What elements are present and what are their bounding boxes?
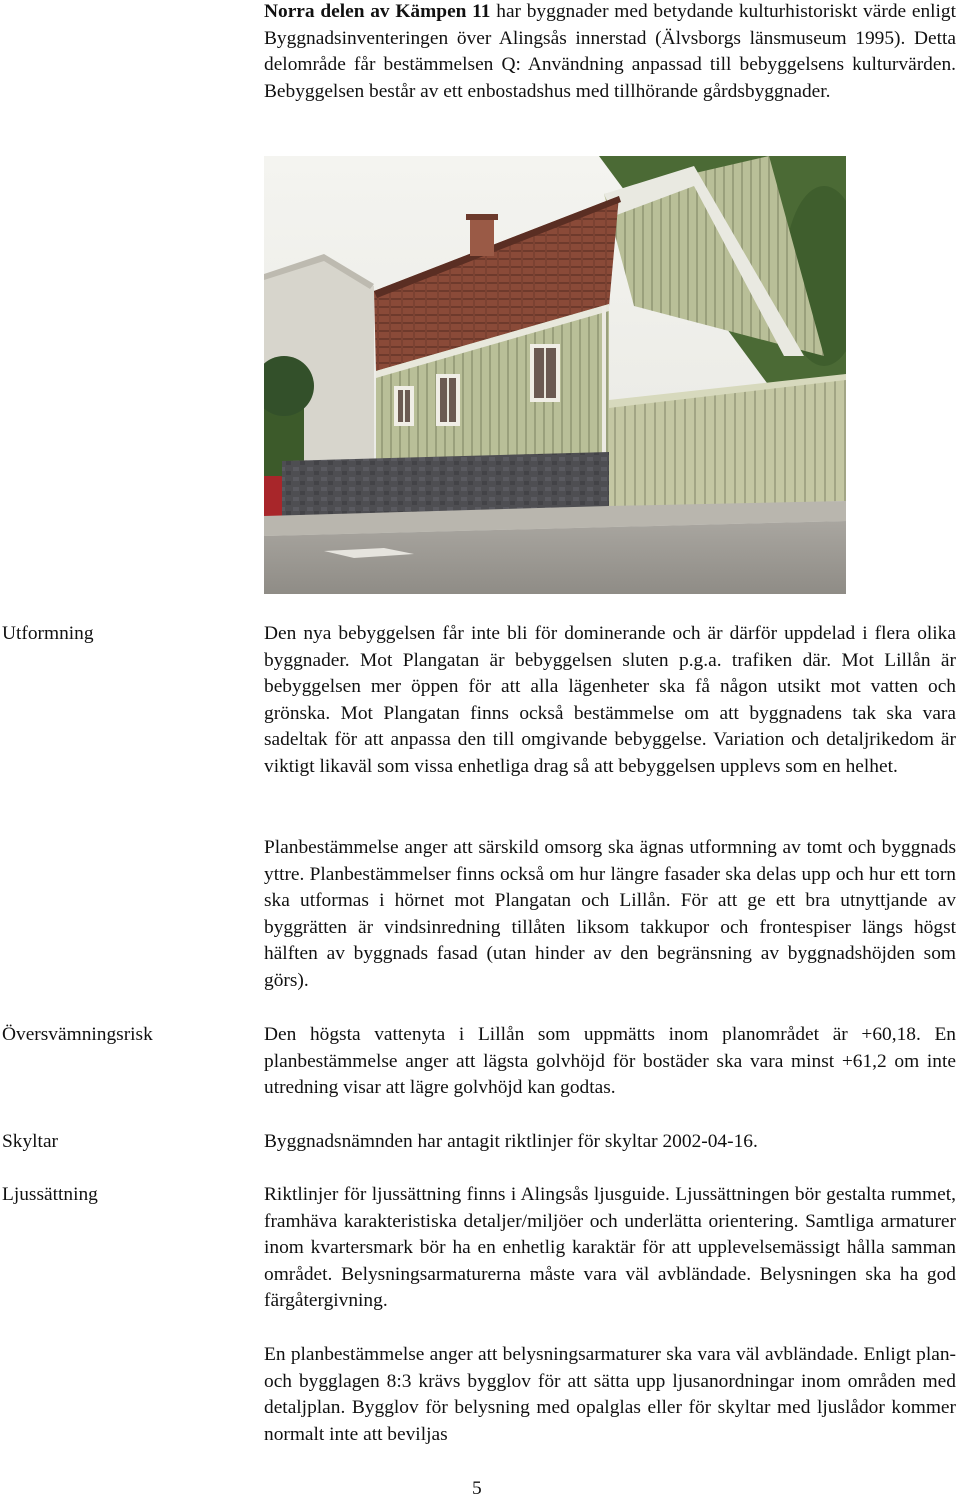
page-number: 5 [472,1478,482,1499]
oversvamningsrisk-paragraph: Den högsta vattenyta i Lillån som uppmätts inom planområdet är +60,18. En planbestämmelse anger att lägsta golvhöjd för bostäder ska vara minst +61,2 om inte utredning visar att lägre golvhöjd kan godtas. [264,1024,956,1099]
intro-bold-lead: Norra delen av Kämpen 11 [264,1,491,22]
label-utformning: Utformning [2,623,94,644]
label-oversvamningsrisk: Översvämningsrisk [2,1024,153,1045]
utformning-paragraph-1: Den nya bebyggelsen får inte bli för dominerande och är därför uppdelad i flera olika byggnader. Mot Plangatan är bebyggelsen sluten p.g.a. trafiken där. Mot Lillån är bebyggelsen mer öppen för att alla lägenheter ska få någon utsikt mot vatten och grönska. Mot Plangatan finns också bestämmelse om att byggnadens tak ska vara sadeltak för att anpassa den till omgivande bebyggelse. Variation och detaljrikedom är viktigt likaväl som vissa enhetliga drag så att bebyggelsen upplevs som en helhet. [264,623,956,777]
label-skyltar: Skyltar [2,1131,59,1152]
intro-paragraph [264,0,956,105]
ljussattning-paragraph-1: Riktlinjer för ljussättning finns i Alingsås ljusguide. Ljussättningen bör gestalta rummet, framhäva karakteristiska detaljer/miljöer och underlätta orientering. Samtliga armaturer inom kvartersmark bör ha en enhetlig karaktär för att upplevelsemässigt hålla samman området. Belysningsarmaturerna måste vara väl avbländade. Belysningen ska ha god färgåtergivning. [264,1184,956,1312]
label-ljussattning: Ljussättning [2,1184,98,1205]
house-photo [264,156,846,594]
utformning-paragraph-2: Planbestämmelse anger att särskild omsorg ska ägnas utformning av tomt och byggnads yttre. Planbestämmelser finns också om hur längre fasader ska delas upp och hur ett torn ska utformas i hörnet mot Plangatan och Lillån. För att ge ett bra utnyttjande av byggrätten är vindsinredning tillåten liksom takkupor och frontespiser längs högst hälften av byggnads fasad (utan hinder av den begränsning av byggnadshöjden som görs). [264,837,956,991]
ljussattning-paragraph-2: En planbestämmelse anger att belysningsarmaturer ska vara väl avbländade. Enligt plan- och bygglagen 8:3 krävs bygglov för att sätta upp ljusanordningar inom områden med detaljplan. Bygglov för belysning med opalglas eller för skyltar med ljuslådor kommer normalt inte att beviljas [264,1344,956,1445]
skyltar-paragraph: Byggnadsnämnden har antagit riktlinjer för skyltar 2002-04-16. [264,1131,758,1152]
intro-text: har byggnader med betydande kulturhistoriskt värde enligt Byggnadsinventeringen över Alingsås innerstad (Älvsborgs länsmuseum 1995). Detta delområde får bestämmelsen Q: Användning anpassad till bebyggelsens kulturvärden. Bebyggelsen består av ett enbostadshus med tillhörande gårdsbyggnader. [264,1,957,102]
